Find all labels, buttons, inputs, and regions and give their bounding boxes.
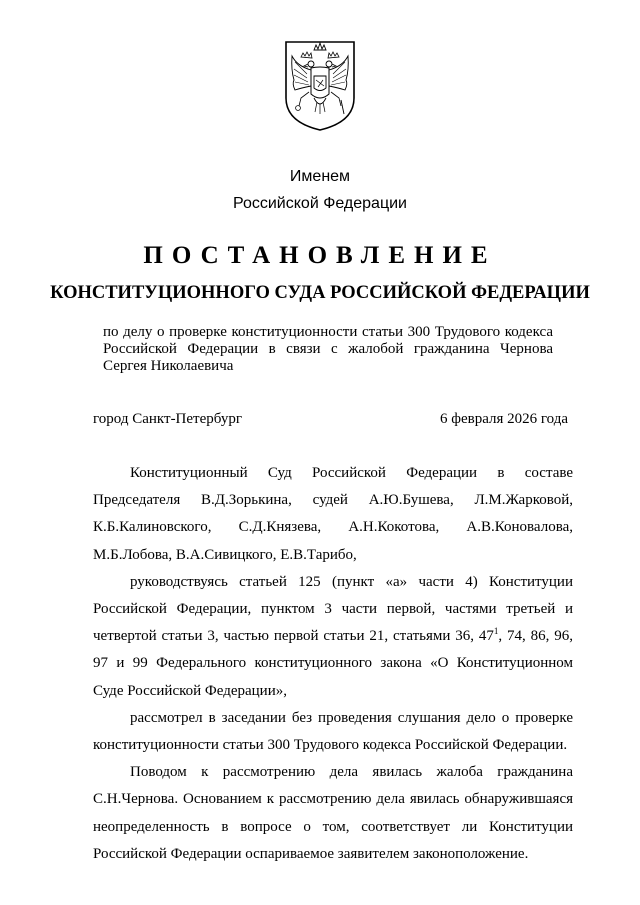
document-subtitle: КОНСТИТУЦИОННОГО СУДА РОССИЙСКОЙ ФЕДЕРАЦИИ: [50, 283, 590, 303]
paragraph-legal-basis-part-1: руководствуясь статьей 125 (пункт «а» части 4) Конституции Российской Федерации, пунктом 3 части первой, частями третьей и четвертой статьи 3, частью первой статьи 21, статьями 36, 47: [93, 573, 573, 645]
document-body: [93, 460, 573, 868]
paragraph-reason: Поводом к рассмотрению дела явилась жалоба гражданина С.Н.Чернова. Основанием к рассмотрению дела явилась обнаружившаяся неопределенность в вопросе о том, соответствует ли Конституции Российской Федерации оспариваемое заявителем законоположение.: [93, 764, 573, 862]
paragraph-legal-basis-part-2: , 74, 86, 96, 97 и 99 Федерального конституционного закона «О Конституционном Суде Российской Федерации»,: [93, 628, 573, 699]
coat-of-arms-icon: [283, 40, 357, 132]
paragraph-considered: рассмотрел в заседании без проведения слушания дело о проверке конституционности статьи 300 Трудового кодекса Российской Федерации.: [93, 709, 573, 754]
header-line-2: Российской Федерации: [233, 195, 407, 212]
header-line-1: Именем: [289, 168, 351, 185]
place: город Санкт-Петербург: [93, 411, 242, 427]
document-title: ПОСТАНОВЛЕНИЕ: [143, 242, 497, 269]
paragraph-legal-basis: [93, 569, 573, 705]
date: 6 февраля 2026 года: [440, 411, 569, 427]
footnote-superscript: 1: [493, 626, 499, 637]
paragraph-composition: Конституционный Суд Российской Федерации в составе Председателя В.Д.Зорькина, судей А.Ю.Бушева, Л.М.Жарковой, К.Б.Калиновского, С.Д.Князева, А.Н.Кокотова, А.В.Коновалова, М.Б.Лобова, В.А.Сивицкого, Е.В.Тарибо,: [93, 465, 573, 563]
case-description: по делу о проверке конституционности статьи 300 Трудового кодекса Российской Федерации в связи с жалобой гражданина Чернова Сергея Николаевича: [103, 324, 553, 374]
